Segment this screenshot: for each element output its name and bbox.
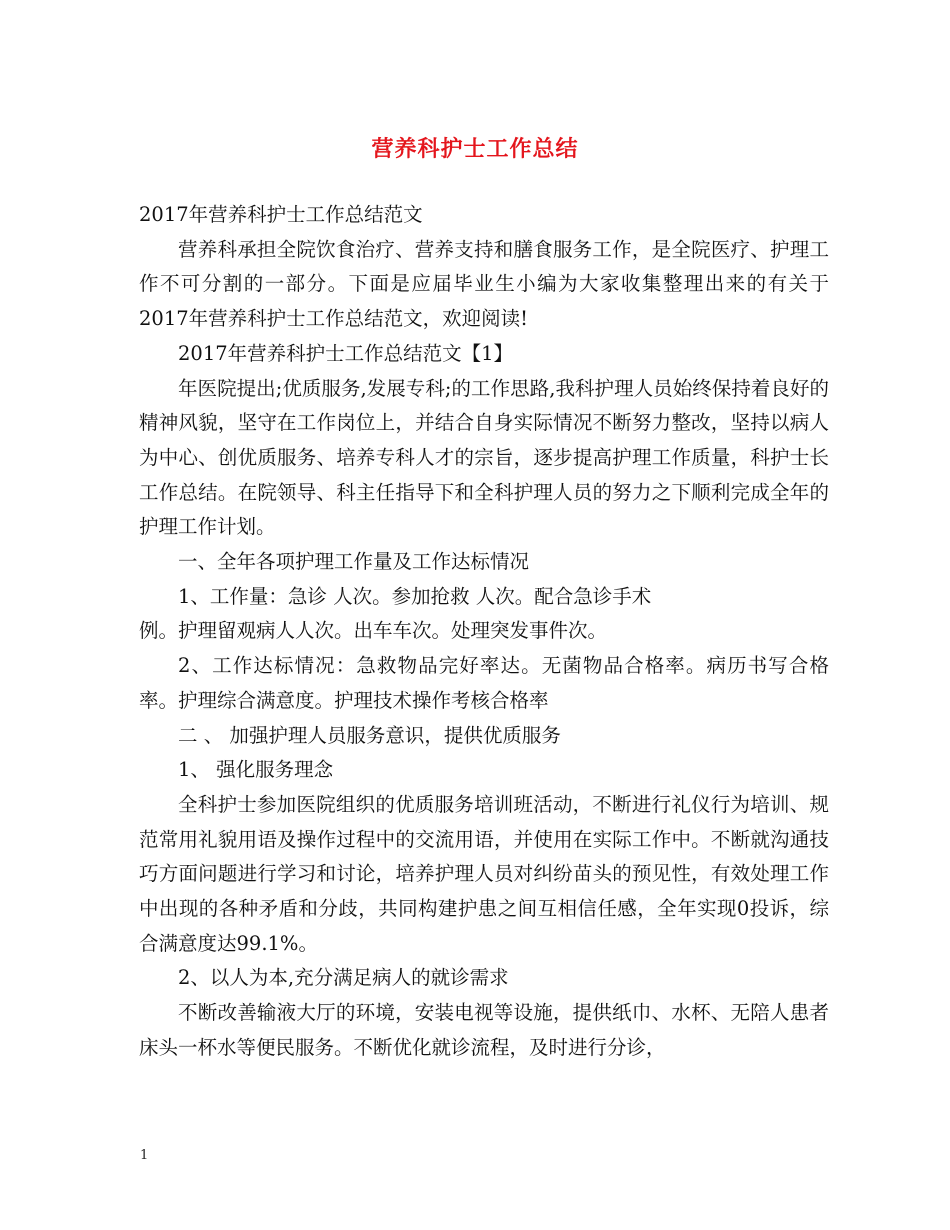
paragraph: 2017年营养科护士工作总结范文【1】 <box>178 341 514 365</box>
paragraph: 二 、 加强护理人员服务意识，提供优质服务 <box>178 723 561 747</box>
document-body <box>139 198 829 1066</box>
paragraph: 1、工作量：急诊 人次。参加抢救 人次。配合急诊手术 <box>178 584 652 608</box>
paragraph: 不断改善输液大厅的环境，安装电视等设施，提供纸巾、水杯、无陪人患者床头一杯水等便民服务。不断优化就诊流程，及时进行分诊， <box>139 1001 829 1059</box>
paragraph: 全科护士参加医院组织的优质服务培训班活动，不断进行礼仪行为培训、规范常用礼貌用语及操作过程中的交流用语，并使用在实际工作中。不断就沟通技巧方面问题进行学习和讨论，培养护理人员对纠纷苗头的预见性，有效处理工作中出现的各种矛盾和分歧，共同构建护患之间互相信任感，全年实现0投诉，综合满意度达99.1%。 <box>139 792 829 955</box>
paragraph: 年医院提出;优质服务,发展专科;的工作思路,我科护理人员始终保持着良好的精神风貌，坚守在工作岗位上，并结合自身实际情况不断努力整改，坚持以病人为中心、创优质服务、培养专科人才的宗旨，逐步提高护理工作质量，科护士长工作总结。在院领导、科主任指导下和全科护理人员的努力之下顺利完成全年的护理工作计划。 <box>139 376 829 539</box>
paragraph: 营养科承担全院饮食治疗、营养支持和膳食服务工作，是全院医疗、护理工作不可分割的一部分。下面是应届毕业生小编为大家收集整理出来的有关于2017年营养科护士工作总结范文，欢迎阅读! <box>139 237 829 331</box>
paragraph: 1、 强化服务理念 <box>178 758 334 782</box>
page-number: 1 <box>140 1148 149 1163</box>
paragraph: 一、全年各项护理工作量及工作达标情况 <box>178 550 530 574</box>
paragraph: 2、工作达标情况：急救物品完好率达。无菌物品合格率。病历书写合格率。护理综合满意度。护理技术操作考核合格率 <box>139 654 829 712</box>
document-title: 营养科护士工作总结 <box>371 137 579 162</box>
paragraph: 2、以人为本,充分满足病人的就诊需求 <box>178 966 509 990</box>
paragraph: 2017年营养科护士工作总结范文 <box>139 203 423 226</box>
paragraph: 例。护理留观病人人次。出车车次。处理突发事件次。 <box>139 619 608 643</box>
